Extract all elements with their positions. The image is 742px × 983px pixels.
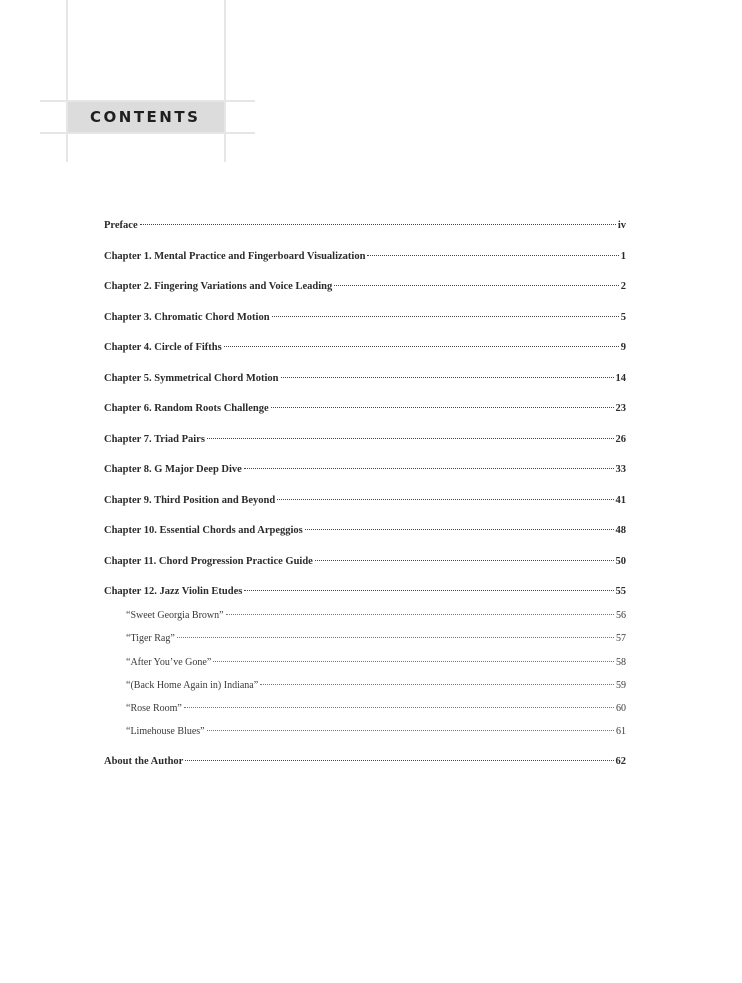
dot-leader [207, 438, 614, 439]
toc-entry-label: Chapter 1. Mental Practice and Fingerboard Visualization [104, 250, 366, 262]
toc-entry-chapter-12[interactable] [104, 586, 626, 610]
toc-entry-page: 9 [620, 342, 626, 353]
toc-entry-page: 14 [615, 372, 626, 384]
dot-leader [271, 407, 614, 408]
toc-subentry-label: “Tiger Rag” [126, 633, 175, 645]
toc-entry-label: Chapter 12. Jazz Violin Etudes [104, 586, 243, 597]
toc-subentry-limehouse-blues[interactable] [104, 726, 626, 749]
dot-leader [226, 614, 614, 615]
toc-entry-page: 48 [615, 525, 626, 536]
toc-entry-chapter-4[interactable] [104, 342, 626, 373]
toc-entry-chapter-5[interactable] [104, 373, 626, 404]
toc-entry-chapter-3[interactable] [104, 312, 626, 343]
toc-subentry-label: “Sweet Georgia Brown” [126, 610, 224, 621]
toc-entry-chapter-7[interactable] [104, 434, 626, 465]
toc-entry-label: About the Author [104, 755, 184, 767]
toc-entry-chapter-6[interactable] [104, 403, 626, 434]
toc-entry-page: 33 [615, 464, 626, 475]
dot-leader [185, 760, 613, 761]
toc-entry-label: Chapter 4. Circle of Fifths [104, 342, 222, 353]
toc-subentry-label: “Rose Room” [126, 703, 182, 715]
toc-subentry-page: 59 [616, 679, 626, 691]
dot-leader [177, 637, 614, 638]
toc-entry-page: 26 [615, 433, 626, 445]
dot-leader [244, 468, 614, 469]
dot-leader [315, 560, 614, 561]
dot-leader [184, 707, 614, 708]
dot-leader [260, 684, 614, 685]
toc-entry-chapter-1[interactable] [104, 251, 626, 282]
toc-entry-chapter-9[interactable] [104, 495, 626, 526]
toc-entry-page: 41 [615, 494, 626, 506]
table-of-contents [104, 220, 626, 786]
toc-entry-label: Chapter 5. Symmetrical Chord Motion [104, 372, 279, 384]
dot-leader [281, 377, 614, 378]
toc-entry-chapter-2[interactable] [104, 281, 626, 312]
toc-subentry-page: 58 [616, 656, 626, 668]
page-title: CONTENTS [90, 108, 201, 126]
dot-leader [244, 590, 613, 591]
toc-entry-page: 50 [615, 555, 626, 567]
toc-subentry-tiger-rag[interactable] [104, 633, 626, 656]
toc-subentry-sweet-georgia-brown[interactable] [104, 610, 626, 633]
toc-entry-label: Chapter 8. G Major Deep Dive [104, 464, 242, 475]
toc-entry-label: Chapter 10. Essential Chords and Arpeggios [104, 525, 303, 536]
toc-entry-page: 1 [620, 250, 626, 262]
toc-subentry-label: “Limehouse Blues” [126, 726, 205, 738]
dot-leader [207, 730, 614, 731]
toc-entry-page: 2 [620, 281, 626, 292]
dot-leader [213, 661, 614, 662]
toc-entry-label: Chapter 7. Triad Pairs [104, 433, 205, 445]
toc-entry-label: Chapter 9. Third Position and Beyond [104, 494, 276, 506]
toc-subentry-label: “(Back Home Again in) Indiana” [126, 679, 259, 691]
dot-leader [367, 255, 618, 256]
toc-entry-label: Chapter 2. Fingering Variations and Voice Leading [104, 281, 333, 292]
crop-guide-bottom [40, 132, 255, 134]
toc-entry-chapter-11[interactable] [104, 556, 626, 587]
toc-entry-page: 55 [615, 586, 626, 597]
dot-leader [305, 529, 614, 530]
dot-leader [140, 224, 616, 225]
toc-subentry-page: 60 [616, 703, 626, 715]
toc-entry-chapter-10[interactable] [104, 525, 626, 556]
toc-entry-page: iv [617, 220, 626, 231]
toc-entry-label: Chapter 11. Chord Progression Practice Guide [104, 555, 313, 567]
toc-entry-chapter-8[interactable] [104, 464, 626, 495]
toc-entry-page: 5 [620, 311, 626, 323]
toc-subentry-indiana[interactable] [104, 680, 626, 703]
toc-entry-page: 23 [615, 403, 626, 414]
dot-leader [224, 346, 619, 347]
toc-entry-page: 62 [615, 755, 626, 767]
toc-subentry-page: 61 [616, 726, 626, 738]
toc-subentry-rose-room[interactable] [104, 703, 626, 726]
crop-guide-right [224, 0, 226, 162]
toc-subentry-label: “After You’ve Gone” [126, 656, 212, 668]
toc-subentry-page: 57 [616, 633, 626, 645]
toc-entry-label: Chapter 3. Chromatic Chord Motion [104, 311, 270, 323]
crop-guide-left [66, 0, 68, 162]
toc-entry-label: Preface [104, 220, 138, 231]
toc-entry-about-the-author[interactable] [104, 756, 626, 787]
dot-leader [334, 285, 619, 286]
dot-leader [277, 499, 613, 500]
dot-leader [272, 316, 619, 317]
toc-subentry-after-youve-gone[interactable] [104, 657, 626, 680]
toc-entry-preface[interactable] [104, 220, 626, 251]
toc-entry-label: Chapter 6. Random Roots Challenge [104, 403, 269, 414]
toc-subentry-page: 56 [616, 610, 626, 621]
